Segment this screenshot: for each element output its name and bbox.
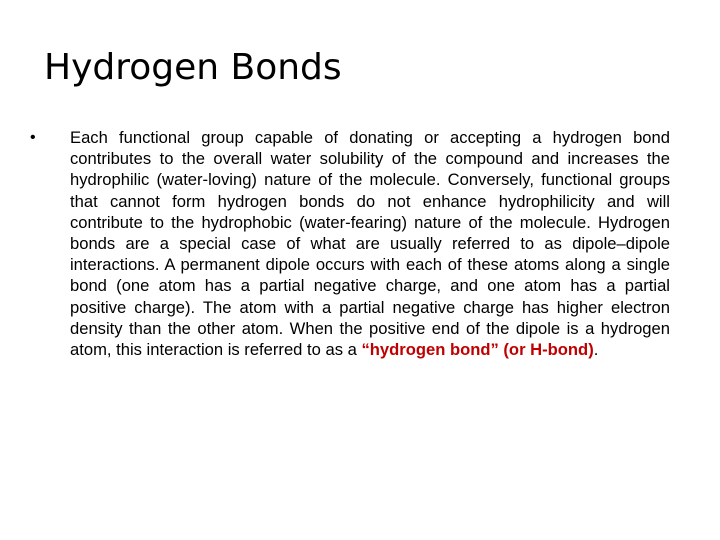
bullet-list [26,127,670,360]
bullet-marker: • [30,129,36,146]
hydrogen-bond-term: “hydrogen bond” (or H-bond) [361,340,594,360]
slide-title: Hydrogen Bonds [44,47,342,88]
paragraph-text: Each functional group capable of donating or accepting a hydrogen bond contributes to the overall water solubility of the compound and increases the hydrophilic (water-loving) nature of the molecule. Conversely, functional groups that cannot form hydrogen bonds do not enhance hydrophilicity and will contribute to the hydrophobic (water-fearing) nature of the molecule. Hydrogen bonds are a special case of what are usually referred to as dipole–dipole interactions. A permanent dipole occurs with each of these atoms along a single bond (one atom has a partial negative charge, and one atom has a partial positive charge). The atom with a partial negative charge has higher electron density than the other atom. When the positive end of the dipole is a hydrogen atom, this interaction is referred to as a [70,128,670,360]
paragraph-end: . [593,340,599,360]
bullet-item [26,127,670,360]
